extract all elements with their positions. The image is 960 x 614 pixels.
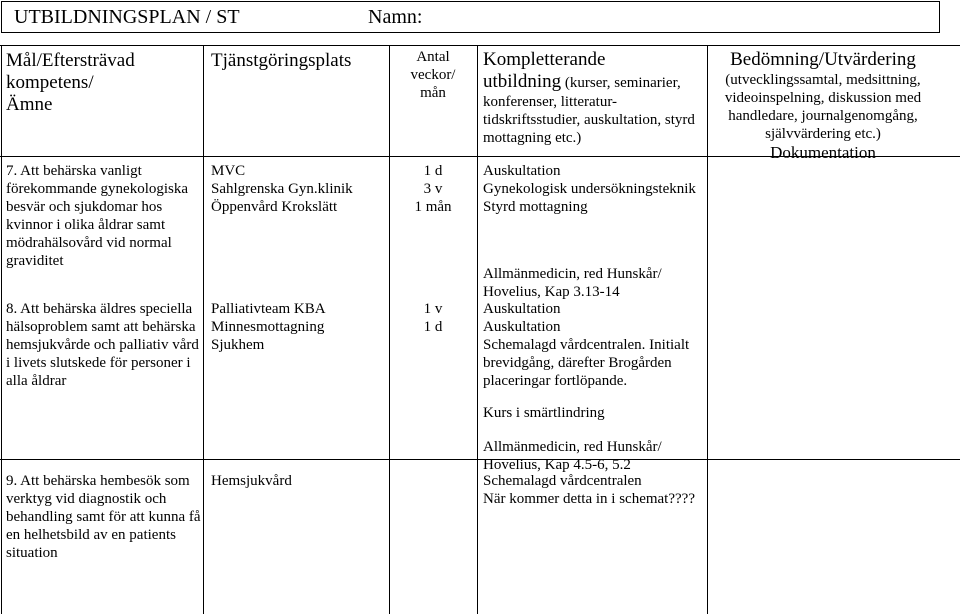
table-left-border: [1, 45, 2, 614]
count-column-header: Antal veckor/ mån: [410, 49, 456, 101]
row-8-count: 1 v 1 d: [423, 301, 443, 335]
row-8-workplace: Palliativteam KBA Minnesmottagning Sjukhem: [211, 301, 326, 353]
row-7-extra-training: Auskultation Gynekologisk undersökningsteknik Styrd mottagning: [483, 163, 696, 215]
workplace-column-header: Tjänstgöringsplats: [211, 50, 352, 71]
row-8-goal: 8. Att behärska äldres speciella hälsoproblem samt att behärska hemsjukvårde och palliativ vård i livets slutskede för personer i alla åldrar: [6, 301, 199, 389]
evaluation-column-header: Bedömning/Utvärdering (utvecklingssamtal, medsittning, videoinspelning, diskussion med handledare, journalgenomgång, självvärdering etc.) Dokumentation: [724, 49, 922, 162]
row-8-extra-training: Auskultation Auskultation Schemalagd vårdcentralen. Initialt brevidgång, därefter Brogården placeringar fortlöpande.: [483, 301, 690, 389]
row-9-extra-training: Schemalagd vårdcentralen När kommer detta in i schemat????: [483, 473, 695, 507]
row-9-goal: 9. Att behärska hembesök som verktyg vid diagnostik och behandling samt för att kunna få en helhetsbild av en patients situation: [6, 473, 201, 561]
document-title: UTBILDNINGSPLAN / ST: [14, 6, 240, 28]
row-7-goal: 7. Att behärska vanligt förekommande gynekologiska besvär och sjukdomar hos kvinnor i olika åldrar samt mödrahälsovård vid normal graviditet: [6, 163, 189, 269]
table-top-border: [0, 45, 960, 46]
row-8-reference: Allmänmedicin, red Hunskår/ Hovelius, Kap 3.13-14: [483, 266, 662, 300]
column-divider: [203, 45, 204, 614]
row-separator: [0, 459, 960, 460]
column-divider: [477, 45, 478, 614]
row-9-workplace: Hemsjukvård: [211, 473, 292, 489]
goal-column-header: Mål/Eftersträvad kompetens/ Ämne: [6, 50, 135, 115]
title-bar: [1, 1, 940, 33]
name-label: Namn:: [368, 6, 423, 28]
extra-training-column-header: Kompletterande utbildning (kurser, seminarier, konferenser, litteratur- tidskriftsstudier, auskultation, styrd mottagning etc.): [483, 49, 695, 146]
row-7-count: 1 d 3 v 1 mån: [414, 163, 452, 215]
row-7-workplace: MVC Sahlgrenska Gyn.klinik Öppenvård Krokslätt: [211, 163, 353, 215]
row-9-reference: Allmänmedicin, red Hunskår/ Hovelius, Kap 4.5-6, 5.2: [483, 439, 662, 473]
row-8-course: Kurs i smärtlindring: [483, 405, 605, 421]
